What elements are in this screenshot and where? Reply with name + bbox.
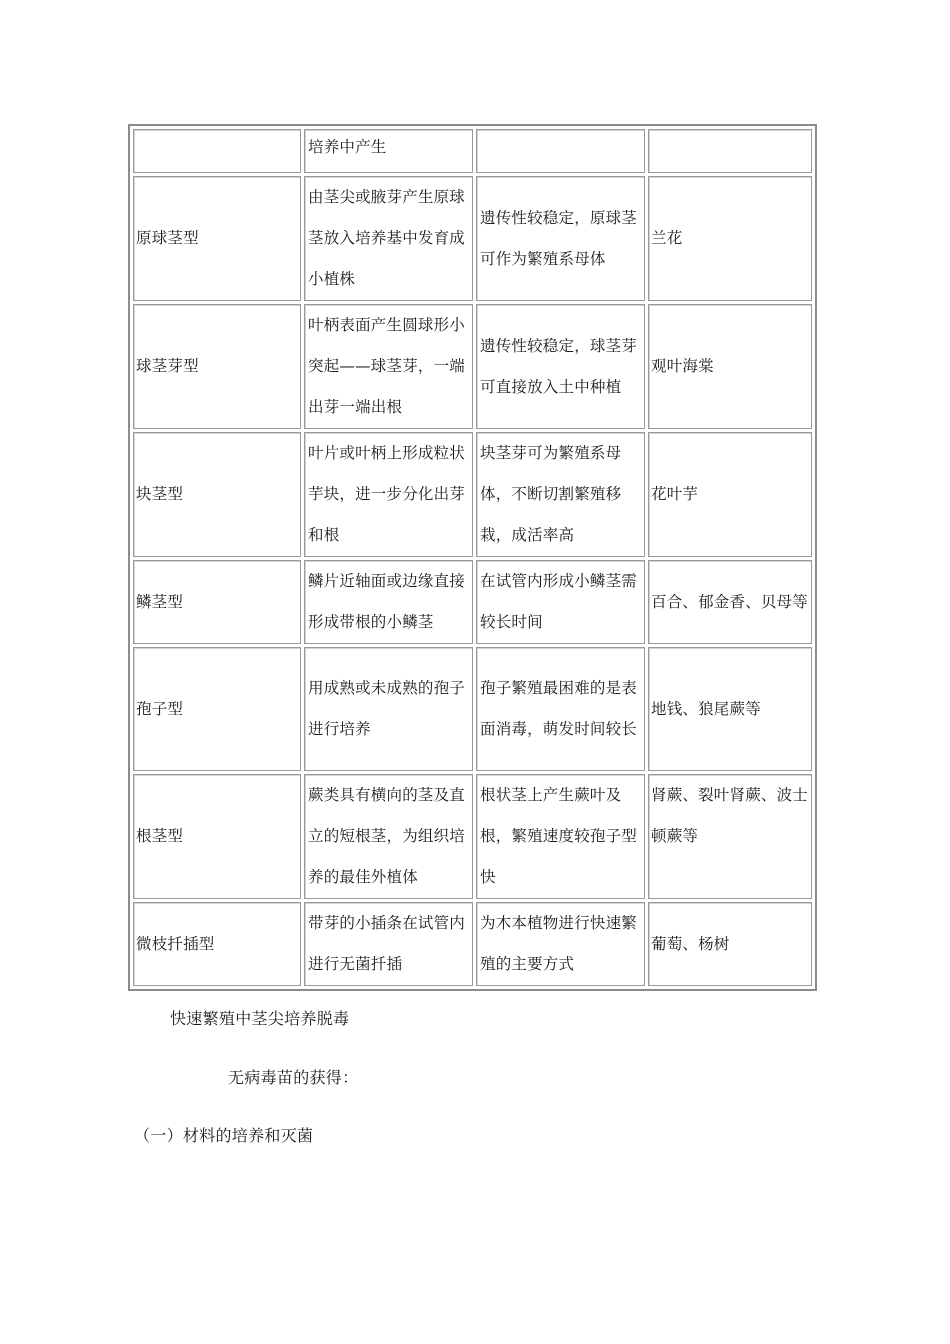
example-cell: 地钱、狼尾蕨等: [648, 647, 812, 771]
description-cell: 用成熟或未成熟的孢子进行培养: [304, 647, 473, 771]
propagation-types-table: [128, 124, 817, 991]
type-cell: 鳞茎型: [133, 560, 301, 644]
table-row: [133, 774, 812, 899]
feature-cell: 根状茎上产生蕨叶及根，繁殖速度较孢子型快: [476, 774, 645, 899]
example-cell: [648, 129, 812, 173]
type-cell: 微枝扦插型: [133, 902, 301, 986]
example-cell: 葡萄、杨树: [648, 902, 812, 986]
feature-cell: 孢子繁殖最困难的是表面消毒，萌发时间较长: [476, 647, 645, 771]
description-cell: 鳞片近轴面或边缘直接形成带根的小鳞茎: [304, 560, 473, 644]
example-cell: 兰花: [648, 176, 812, 301]
section-title: （一）材料的培养和灭菌: [134, 1126, 314, 1145]
table-row: [133, 432, 812, 557]
description-cell: 叶柄表面产生圆球形小突起——球茎芽，一端出芽一端出根: [304, 304, 473, 429]
table-row: [133, 304, 812, 429]
paragraph-heading: 快速繁殖中茎尖培养脱毒: [170, 1009, 350, 1028]
feature-cell: 块茎芽可为繁殖系母体，不断切割繁殖移栽，成活率高: [476, 432, 645, 557]
type-cell: [133, 129, 301, 173]
type-cell: 孢子型: [133, 647, 301, 771]
table-row: [133, 647, 812, 771]
description-cell: 由茎尖或腋芽产生原球茎放入培养基中发育成小植株: [304, 176, 473, 301]
example-cell: 肾蕨、裂叶肾蕨、波士顿蕨等: [648, 774, 812, 899]
example-cell: 观叶海棠: [648, 304, 812, 429]
description-cell: 培养中产生: [304, 129, 473, 173]
paragraph-subheading: 无病毒苗的获得：: [228, 1068, 359, 1087]
type-cell: 球茎芽型: [133, 304, 301, 429]
feature-cell: 为木本植物进行快速繁殖的主要方式: [476, 902, 645, 986]
description-cell: 带芽的小插条在试管内进行无菌扦插: [304, 902, 473, 986]
feature-cell: [476, 129, 645, 173]
feature-cell: 在试管内形成小鳞茎需较长时间: [476, 560, 645, 644]
type-cell: 原球茎型: [133, 176, 301, 301]
example-cell: 花叶芋: [648, 432, 812, 557]
example-cell: 百合、郁金香、贝母等: [648, 560, 812, 644]
type-cell: 块茎型: [133, 432, 301, 557]
table-row: [133, 560, 812, 644]
type-cell: 根茎型: [133, 774, 301, 899]
feature-cell: 遗传性较稳定，球茎芽可直接放入土中种植: [476, 304, 645, 429]
description-cell: 叶片或叶柄上形成粒状芋块，进一步分化出芽和根: [304, 432, 473, 557]
table-row: [133, 176, 812, 301]
description-cell: 蕨类具有横向的茎及直立的短根茎，为组织培养的最佳外植体: [304, 774, 473, 899]
table-row: [133, 902, 812, 986]
table-row: [133, 129, 812, 173]
feature-cell: 遗传性较稳定，原球茎可作为繁殖系母体: [476, 176, 645, 301]
